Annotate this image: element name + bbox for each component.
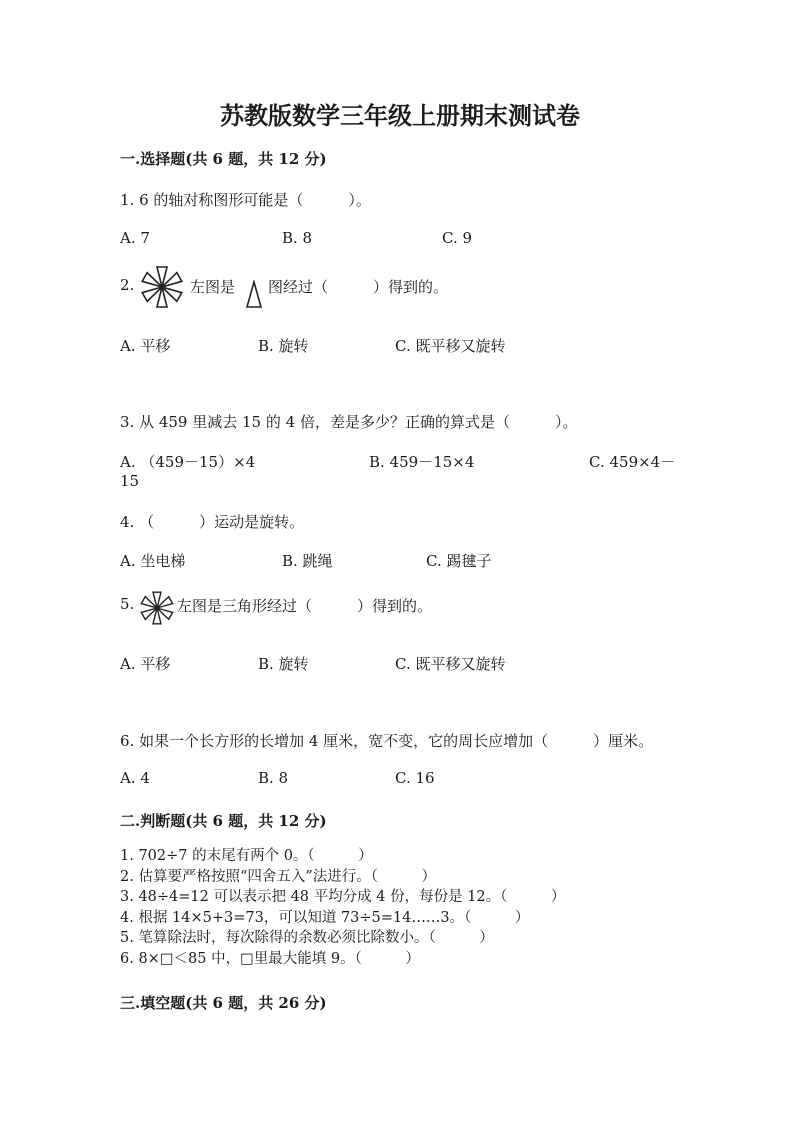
q6-option-a: A. 4 bbox=[120, 769, 150, 787]
question-1: 1. 6 的轴对称图形可能是（ ）。 bbox=[120, 191, 371, 209]
judge-item-4: 4. 根据 14×5+3=73，可以知道 73÷5=14……3。（ ） bbox=[120, 909, 530, 926]
pinwheel-figure-small bbox=[138, 589, 176, 627]
judge-item-1: 1. 702÷7 的末尾有两个 0。（ ） bbox=[120, 848, 373, 864]
q5-option-c: C. 既平移又旋转 bbox=[395, 655, 506, 673]
section-heading-judge: 二.判断题(共 6 题，共 12 分) bbox=[120, 812, 327, 830]
judge-item-3: 3. 48÷4=12 可以表示把 48 平均分成 4 份，每份是 12。（ ） bbox=[120, 889, 566, 905]
q2-option-b: B. 旋转 bbox=[258, 337, 309, 355]
q4-option-a: A. 坐电梯 bbox=[120, 552, 186, 570]
q1-option-b: B. 8 bbox=[282, 229, 313, 247]
pinwheel-figure bbox=[138, 263, 186, 311]
judge-list bbox=[120, 846, 565, 969]
q6-option-b: B. 8 bbox=[258, 769, 289, 787]
question-2-text-a: 左图是 bbox=[190, 278, 236, 296]
q4-option-b: B. 跳绳 bbox=[282, 552, 333, 570]
q2-option-a: A. 平移 bbox=[120, 337, 171, 355]
question-2-text-b: 图经过（ ）得到的。 bbox=[268, 278, 449, 296]
judge-item-6: 6. 8×□＜85 中，□里最大能填 9。（ ） bbox=[120, 950, 420, 967]
question-5-text: 左图是三角形经过（ ）得到的。 bbox=[177, 597, 433, 615]
q4-option-c: C. 踢毽子 bbox=[426, 552, 492, 570]
q5-option-a: A. 平移 bbox=[120, 655, 171, 673]
question-6: 6. 如果一个长方形的长增加 4 厘米，宽不变，它的周长应增加（ ）厘米。 bbox=[120, 732, 654, 750]
section-heading-choice: 一.选择题(共 6 题，共 12 分) bbox=[120, 150, 327, 168]
judge-item-5: 5. 笔算除法时，每次除得的余数必须比除数小。（ ） bbox=[120, 930, 494, 946]
q3-option-c-wrap: 15 bbox=[120, 472, 140, 490]
q1-option-c: C. 9 bbox=[442, 229, 473, 247]
q6-option-c: C. 16 bbox=[395, 769, 435, 787]
q5-option-b: B. 旋转 bbox=[258, 655, 309, 673]
judge-item-2: 2. 估算要严格按照“四舍五入”法进行。（ ） bbox=[120, 868, 437, 885]
question-3: 3. 从 459 里减去 15 的 4 倍，差是多少？正确的算式是（ ）。 bbox=[120, 413, 578, 431]
q3-option-a: A. （459－15）×4 bbox=[120, 453, 256, 471]
q3-option-b: B. 459－15×4 bbox=[369, 453, 475, 471]
question-4: 4. （ ）运动是旋转。 bbox=[120, 513, 305, 531]
section-heading-fill: 三.填空题(共 6 题，共 26 分) bbox=[120, 994, 327, 1012]
q3-option-c: C. 459×4－ bbox=[589, 453, 676, 471]
question-5-number: 5. bbox=[120, 595, 135, 613]
q2-option-c: C. 既平移又旋转 bbox=[395, 337, 506, 355]
question-2-number: 2. bbox=[120, 276, 135, 294]
triangle-figure bbox=[244, 280, 264, 310]
page-title: 苏教版数学三年级上册期末测试卷 bbox=[220, 101, 580, 130]
q1-option-a: A. 7 bbox=[120, 229, 150, 247]
